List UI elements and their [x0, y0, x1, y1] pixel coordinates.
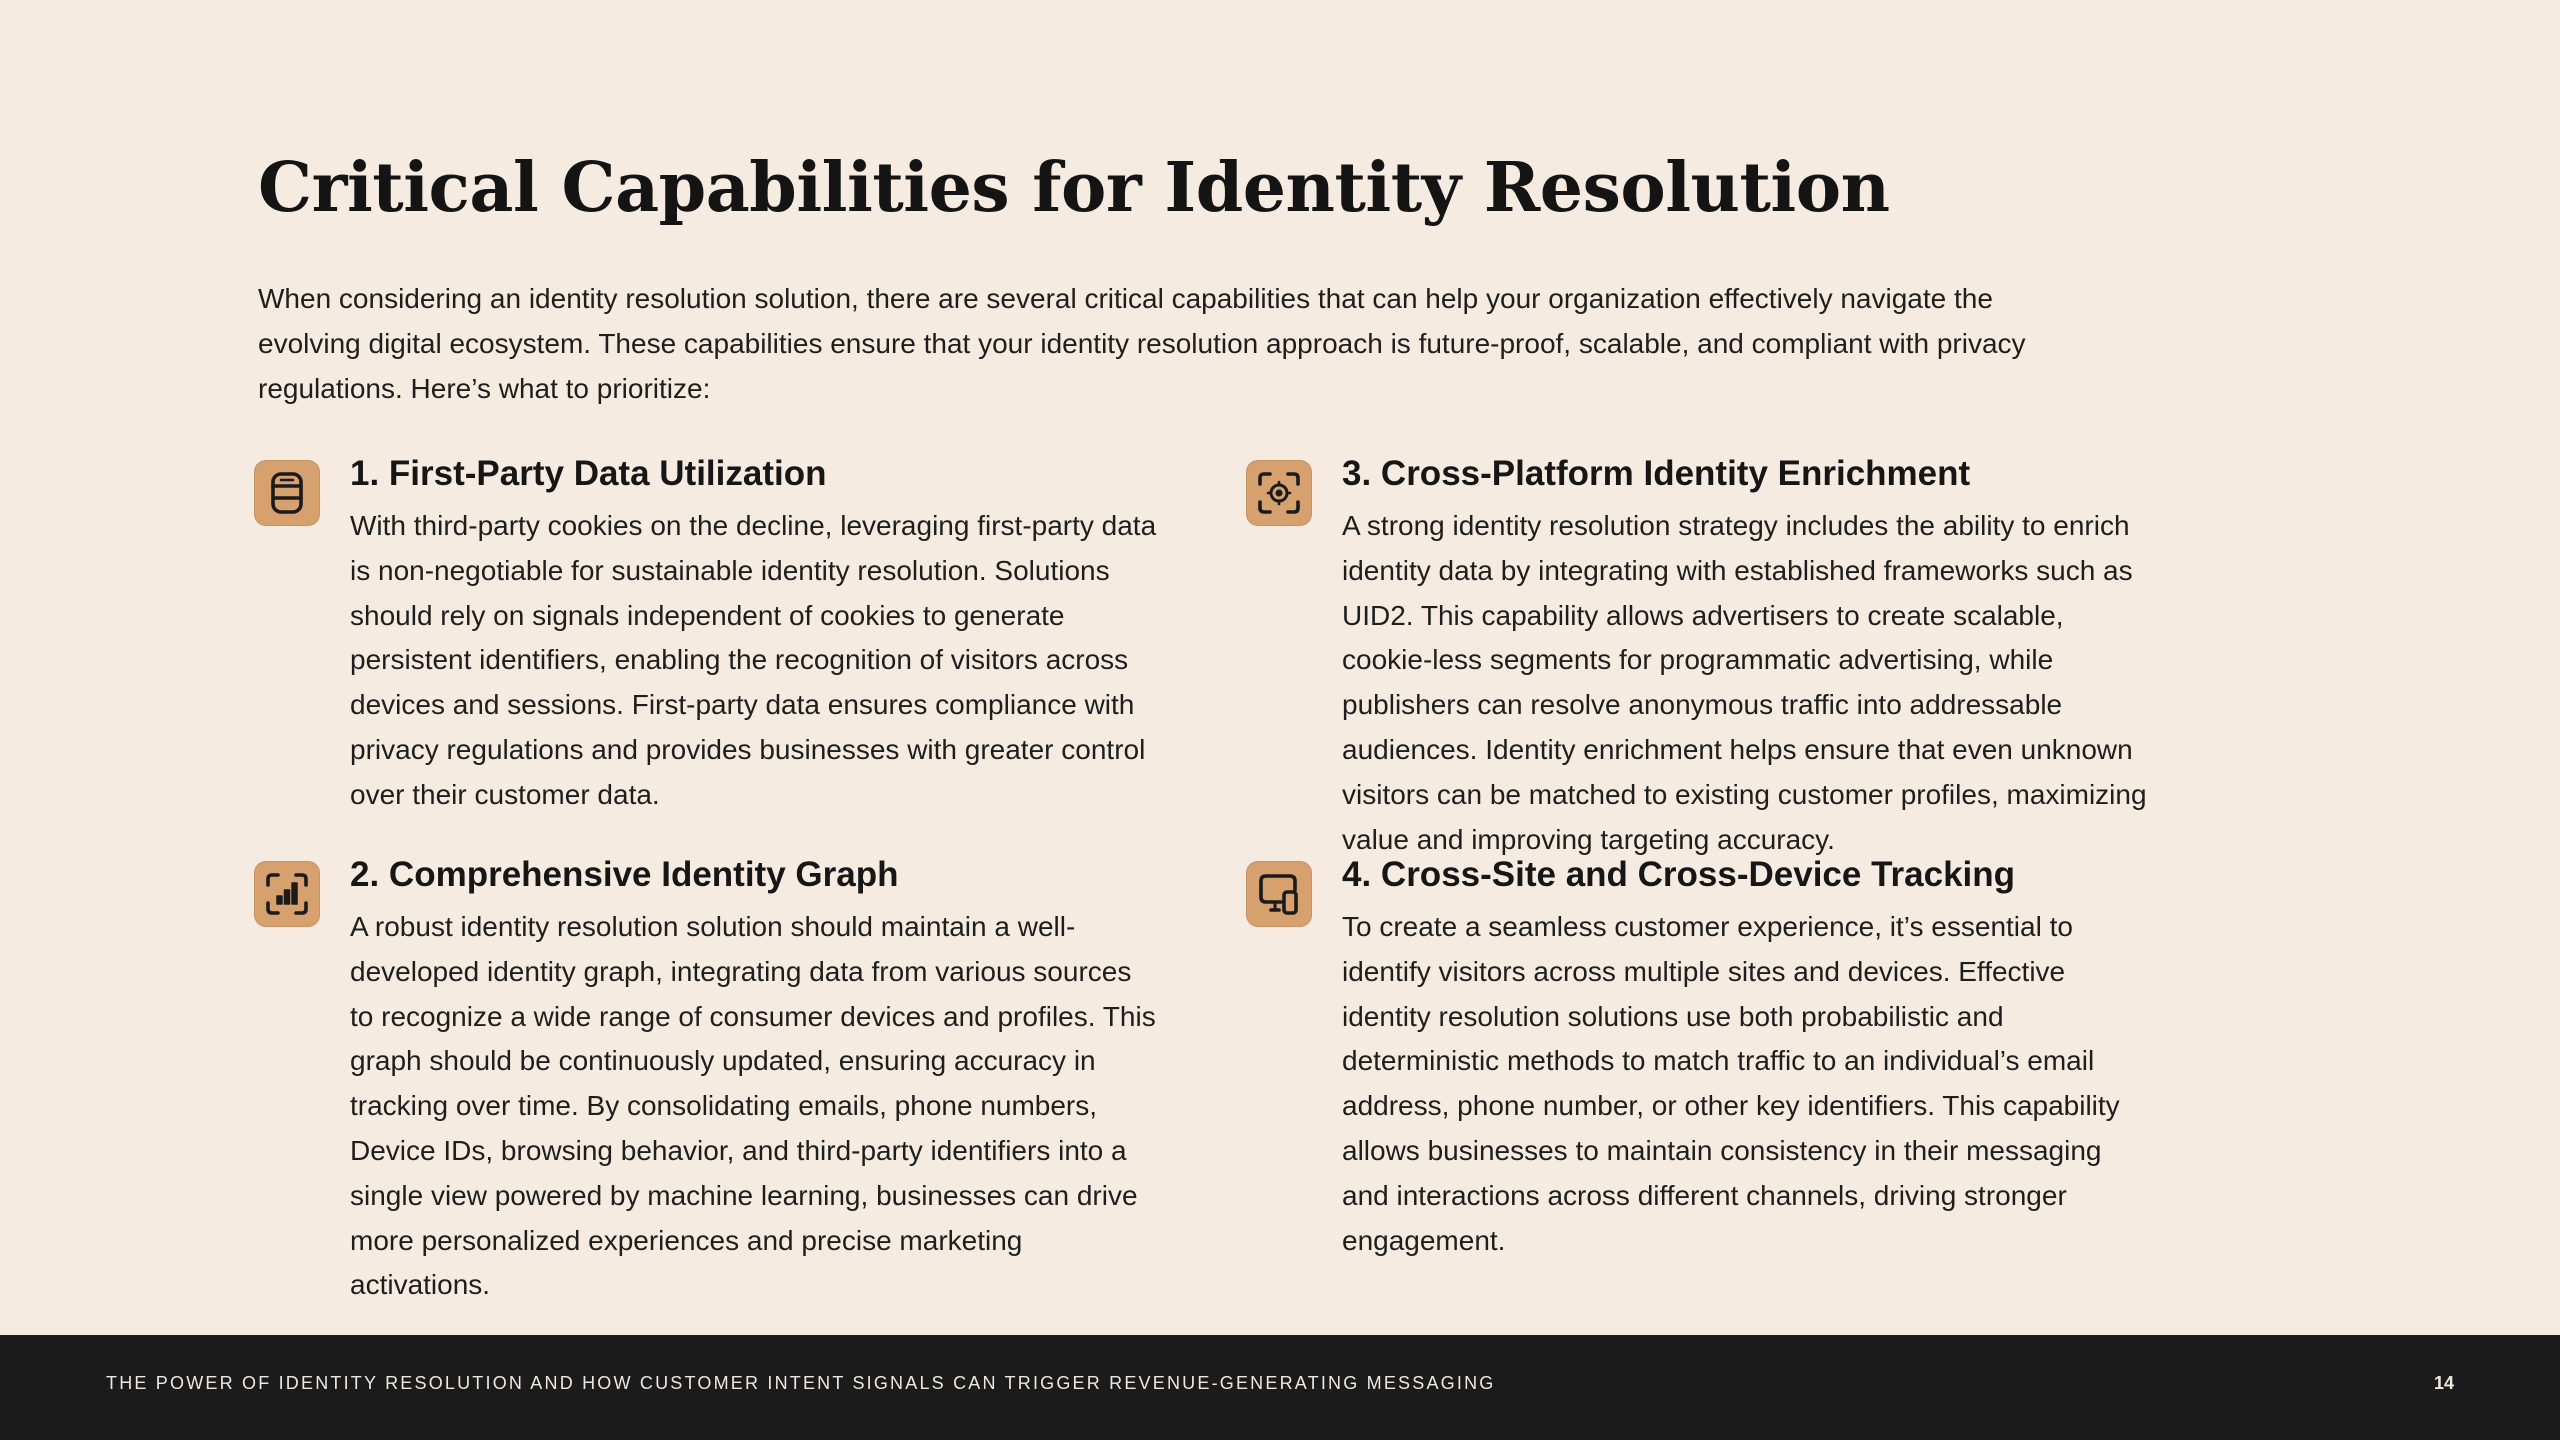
focus-scan-icon — [1246, 460, 1312, 526]
capability-description: With third-party cookies on the decline, leveraging first-party data is non-negotiable for sustainable identity resolution. Solutions should rely on signals independent of cookies to generate persistent identifiers, enabling the recognition of visitors across devices and sessions. First-party data ensures compliance with privacy regulations and provides businesses with greater control over their customer data. — [350, 510, 1157, 810]
capability-title: 1. First-Party Data Utilization — [350, 454, 827, 493]
capability-description: To create a seamless customer experience, it’s essential to identify visitors across multiple sites and devices. Effective identity resolution solutions use both probabilistic and deterministic methods to match traffic to an individual’s email address, phone number, or other key identifiers. This capability allows businesses to maintain consistency in their messaging and interactions across different channels, driving stronger engagement. — [1342, 911, 2120, 1256]
capability-description: A robust identity resolution solution should maintain a well-developed identity graph, integrating data from various sources to recognize a wide range of consumer devices and profiles. This graph should be continuously updated, ensuring accuracy in tracking over time. By consolidating emails, phone numbers, Device IDs, browsing behavior, and third-party identifiers into a single view powered by machine learning, businesses can drive more personalized experiences and precise marketing activations. — [350, 911, 1156, 1301]
capability-title: 3. Cross-Platform Identity Enrichment — [1342, 454, 1971, 493]
page-footer — [0, 1335, 2560, 1440]
intro-paragraph: When considering an identity resolution solution, there are several critical capabilities that can help your organization effectively navigate the evolving digital ecosystem. These capabilities ensure that your identity resolution approach is future-proof, scalable, and compliant with privacy regulations. Here’s what to prioritize: — [258, 283, 2026, 404]
footer-document-title: THE POWER OF IDENTITY RESOLUTION AND HOW CUSTOMER INTENT SIGNALS CAN TRIGGER REVENUE-GENERATING MESSAGING — [106, 1373, 1496, 1393]
page-title: Critical Capabilities for Identity Resolution — [258, 148, 1890, 228]
database-icon — [254, 460, 320, 526]
capability-title: 2. Comprehensive Identity Graph — [350, 855, 899, 894]
capability-title: 4. Cross-Site and Cross-Device Tracking — [1342, 855, 2016, 894]
bar-chart-scan-icon — [254, 861, 320, 927]
page-number: 14 — [2433, 1373, 2454, 1393]
capability-description: A strong identity resolution strategy includes the ability to enrich identity data by integrating with established frameworks such as UID2. This capability allows advertisers to create scalable, cookie-less segments for programmatic advertising, while publishers can resolve anonymous traffic into addressable audiences. Identity enrichment helps ensure that even unknown visitors can be matched to existing customer profiles, maximizing value and improving targeting accuracy. — [1342, 510, 2147, 855]
devices-icon — [1246, 861, 1312, 927]
